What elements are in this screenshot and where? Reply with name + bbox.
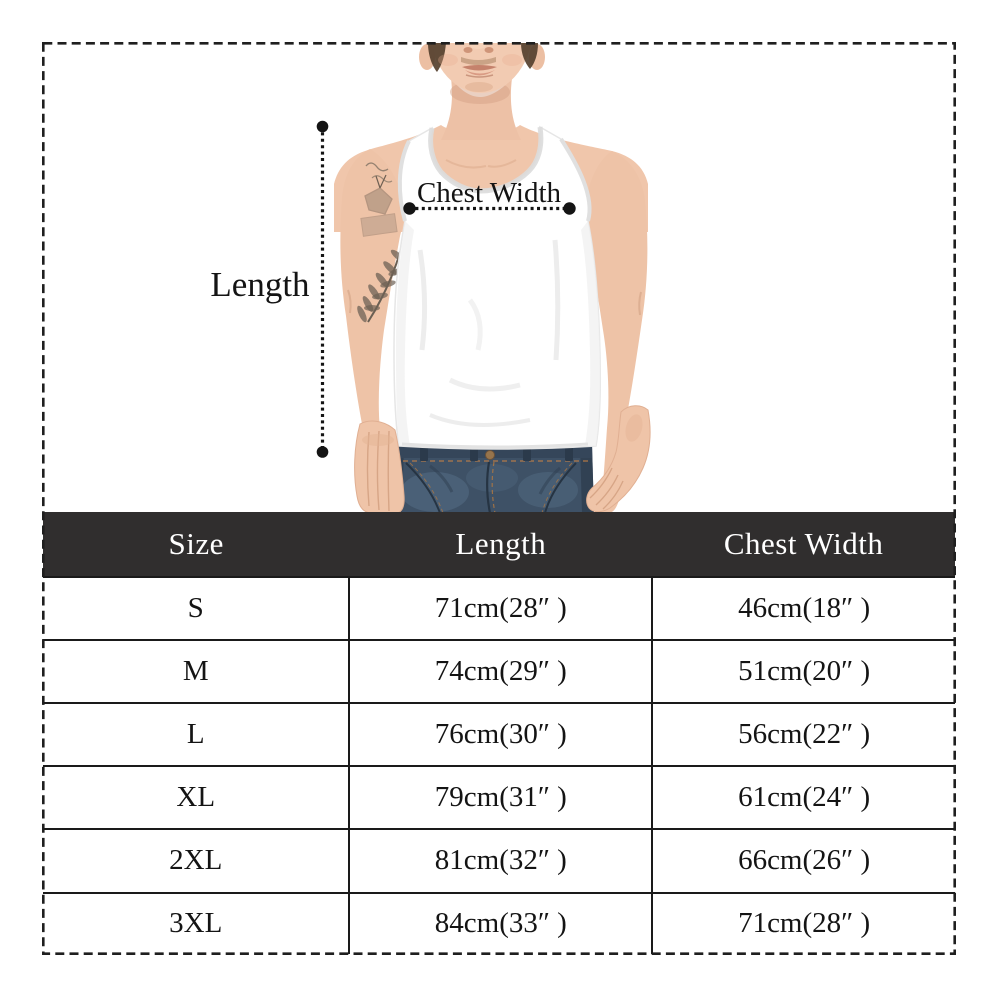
table-row [43, 703, 955, 766]
cell-chest-width: 61cm(24″ ) [652, 766, 955, 829]
cell-length: 71cm(28″ ) [349, 577, 652, 640]
cell-chest-width: 66cm(26″ ) [652, 829, 955, 892]
length-label: Length [210, 265, 310, 304]
cell-size: 3XL [43, 893, 349, 954]
cell-size: S [43, 577, 349, 640]
model-face [419, 0, 545, 93]
cell-chest-width: 51cm(20″ ) [652, 640, 955, 703]
cell-length: 74cm(29″ ) [349, 640, 652, 703]
column-header-chest-width: Chest Width [652, 512, 955, 577]
table-row [43, 577, 955, 640]
cell-chest-width: 71cm(28″ ) [652, 893, 955, 954]
size-chart-table-wrap [43, 512, 955, 954]
header-row [43, 512, 955, 577]
cell-length: 76cm(30″ ) [349, 703, 652, 766]
column-header-size: Size [43, 512, 349, 577]
table-row [43, 829, 955, 892]
cell-chest-width: 56cm(22″ ) [652, 703, 955, 766]
cell-size: L [43, 703, 349, 766]
cell-length: 81cm(32″ ) [349, 829, 652, 892]
table-row [43, 893, 955, 954]
model-jeans [390, 444, 594, 513]
cell-chest-width: 46cm(18″ ) [652, 577, 955, 640]
table-row [43, 640, 955, 703]
cell-size: XL [43, 766, 349, 829]
cell-length: 79cm(31″ ) [349, 766, 652, 829]
chest-width-label: Chest Width [416, 177, 562, 209]
size-chart-table [43, 512, 955, 954]
cell-size: M [43, 640, 349, 703]
table-row [43, 766, 955, 829]
column-header-length: Length [349, 512, 652, 577]
cell-length: 84cm(33″ ) [349, 893, 652, 954]
cell-size: 2XL [43, 829, 349, 892]
